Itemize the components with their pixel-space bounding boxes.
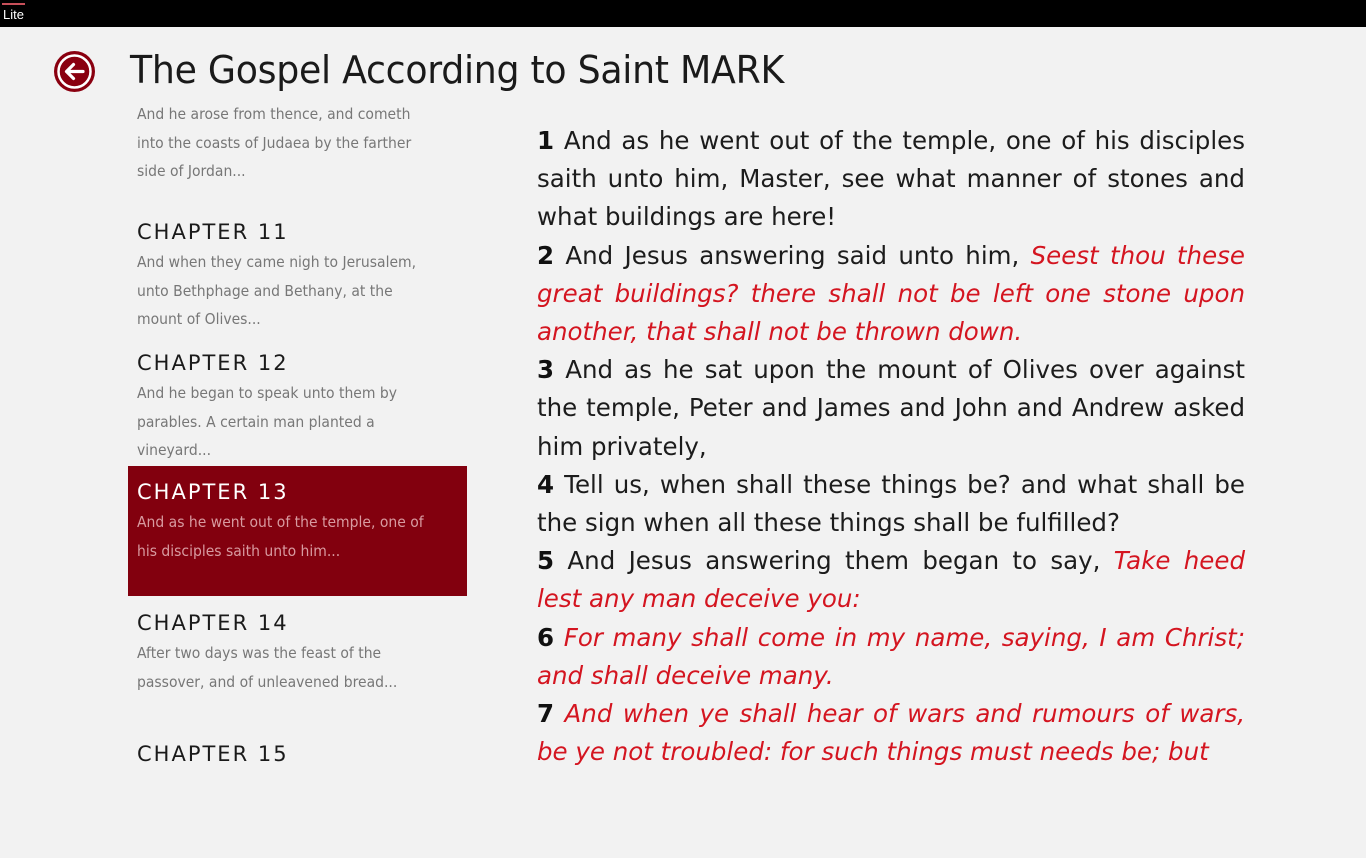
chapter-summary: After two days was the feast of the passover, and of unleavened bread... xyxy=(137,644,398,691)
words-of-christ: Take heed lest any man deceive you: xyxy=(537,546,1246,614)
title-bar xyxy=(0,0,1366,27)
verse-text: And Jesus answering them began to say, xyxy=(567,546,1101,576)
chapter-heading: CHAPTER 11 xyxy=(137,220,289,244)
verse-number: 3 xyxy=(537,355,555,385)
chapter-summary: And he arose from thence, and cometh into the coasts of Judaea by the farther side of Jordan... xyxy=(137,105,412,180)
verse-number: 2 xyxy=(537,240,555,270)
chapter-item-13[interactable] xyxy=(128,466,467,596)
chapter-item-14[interactable] xyxy=(128,597,467,727)
verse xyxy=(537,237,1245,352)
verse xyxy=(537,695,1245,771)
verse-number: 7 xyxy=(537,699,555,729)
verse-number: 5 xyxy=(537,546,555,576)
verse xyxy=(537,542,1245,618)
arrow-left-icon xyxy=(54,51,95,92)
chapter-heading: CHAPTER 13 xyxy=(137,480,289,504)
chapter-item-11[interactable] xyxy=(128,206,467,336)
verse-number: 1 xyxy=(537,126,555,155)
verse xyxy=(537,351,1245,466)
verse-text: And as he went out of the temple, one of his disciples saith unto him, Master, see what manner of stones and what buildings are here! xyxy=(537,126,1245,232)
verse-number: 6 xyxy=(537,622,555,652)
chapter-heading: CHAPTER 14 xyxy=(137,611,289,635)
chapter-text xyxy=(537,122,1245,768)
verse xyxy=(537,466,1245,542)
verse xyxy=(537,122,1245,237)
verse-text: And as he sat upon the mount of Olives over against the temple, Peter and James and John and Andrew asked him privately, xyxy=(537,355,1245,461)
chapter-heading: CHAPTER 15 xyxy=(137,742,289,766)
chapter-summary: And as he went out of the temple, one of his disciples saith unto him... xyxy=(137,513,424,560)
chapter-heading: CHAPTER 12 xyxy=(137,351,289,375)
words-of-christ: Seest thou these great buildings? there shall not be left one stone upon another, that shall not be thrown down. xyxy=(537,240,1245,347)
back-button[interactable] xyxy=(54,51,95,92)
chapter-summary: And he began to speak unto them by parables. A certain man planted a vineyard... xyxy=(137,384,398,459)
words-of-christ: For many shall come in my name, saying, I am Christ; and shall deceive many. xyxy=(537,622,1245,690)
page-title: The Gospel According to Saint MARK xyxy=(130,48,785,92)
chapter-list[interactable] xyxy=(128,105,468,768)
words-of-christ: And when ye shall hear of wars and rumours of wars, be ye not troubled: for such things must needs be; but xyxy=(537,699,1245,767)
verse xyxy=(537,619,1245,695)
chapter-summary: And when they came nigh to Jerusalem, unto Bethphage and Bethany, at the mount of Olives... xyxy=(137,253,417,328)
chapter-item-15[interactable] xyxy=(128,728,467,858)
verse-text: And Jesus answering said unto him, xyxy=(565,240,1020,270)
chapter-item-12[interactable] xyxy=(128,337,467,467)
lite-badge: Lite xyxy=(2,3,25,25)
verse-text: Tell us, when shall these things be? and what shall be the sign when all these things shall be fulfilled? xyxy=(537,469,1245,538)
verse-number: 4 xyxy=(537,469,555,499)
